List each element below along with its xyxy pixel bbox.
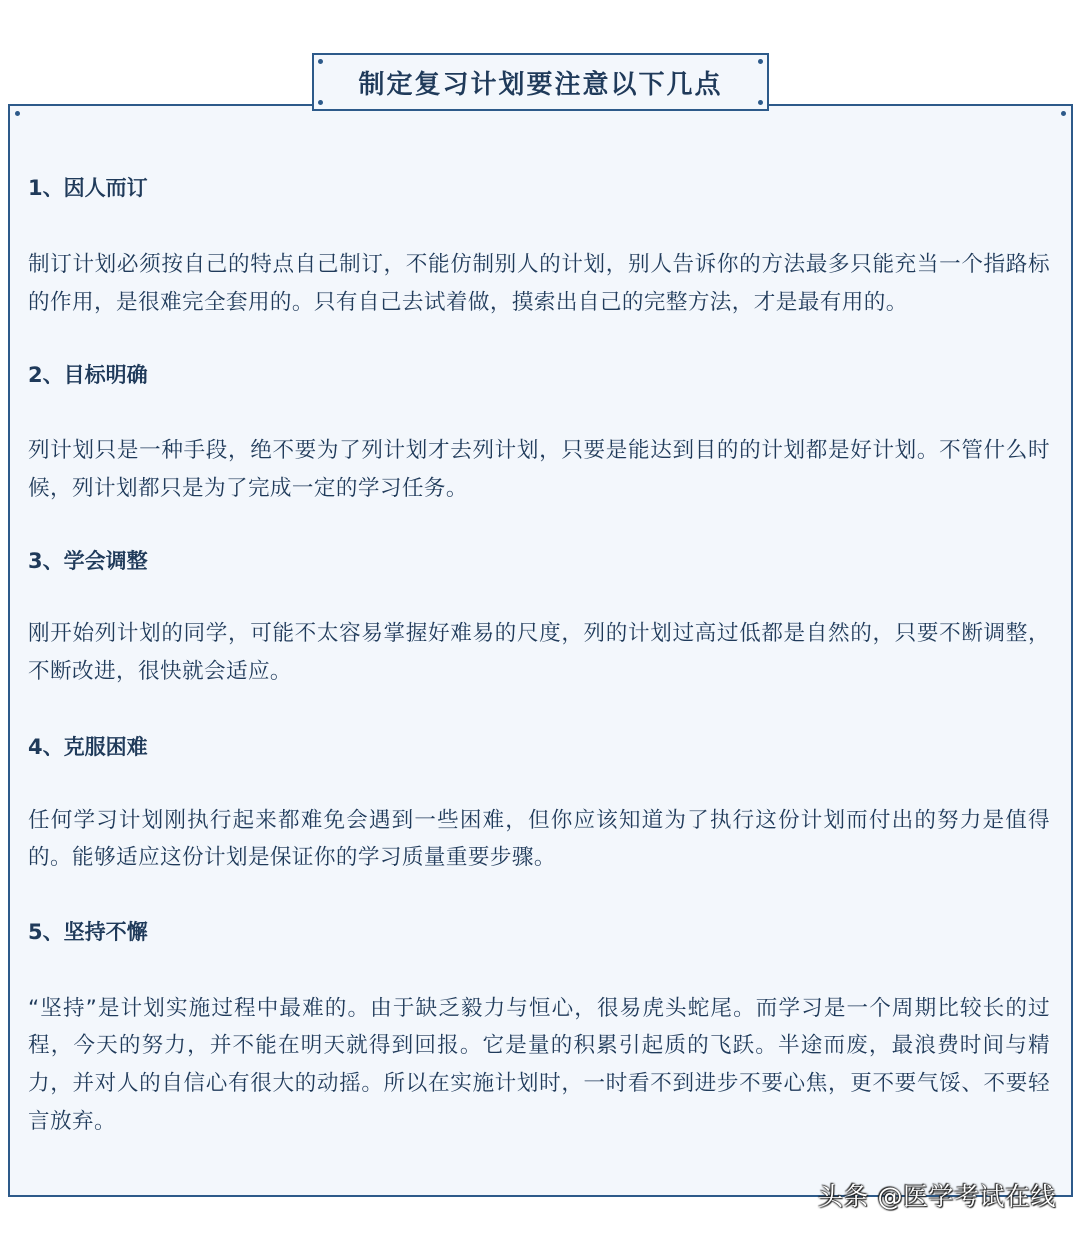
title-dot-top-right [758, 59, 763, 64]
title-dot-top-left [318, 59, 323, 64]
section-heading-3: 3、学会调整 [28, 549, 148, 574]
title-dot-bottom-left [318, 100, 323, 105]
title-box [312, 53, 769, 111]
section-heading-2: 2、目标明确 [28, 363, 148, 388]
page-title: 制定复习计划要注意以下几点 [358, 69, 723, 100]
section-heading-1: 1、因人而订 [28, 176, 148, 200]
section-heading-5: 5、坚持不懈 [28, 919, 148, 944]
section-heading-4: 4、克服困难 [28, 734, 148, 759]
section-body-4: 任何学习计划刚执行起来都难免会遇到一些困难，但你应该知道为了执行这份计划而付出的努力是值得的。能够适应这份计划是保证你的学习质量重要步骤。 [28, 807, 1050, 871]
source-watermark: 头条 @医学考试在线 [818, 1182, 1056, 1211]
corner-dot-top-right [1061, 111, 1066, 116]
section-body-5: “坚持”是计划实施过程中最难的。由于缺乏毅力与恒心，很易虎头蛇尾。而学习是一个周期比较长的过程，今天的努力，并不能在明天就得到回报。它是量的积累引起质的飞跃。半途而废，最浪费时间与精力，并对人的自信心有很大的动摇。所以在实施计划时，一时看不到进步不要心焦，更不要气馁、不要轻言放弃。 [28, 995, 1050, 1134]
title-dot-bottom-right [758, 100, 763, 105]
corner-dot-top-left [15, 111, 20, 116]
section-body-3: 刚开始列计划的同学，可能不太容易掌握好难易的尺度，列的计划过高过低都是自然的，只要不断调整，不断改进，很快就会适应。 [28, 621, 1050, 684]
article-content [28, 170, 1050, 1140]
section-body-2: 列计划只是一种手段，绝不要为了列计划才去列计划，只要是能达到目的的计划都是好计划。不管什么时候，列计划都只是为了完成一定的学习任务。 [28, 438, 1050, 501]
section-body-1: 制订计划必须按自己的特点自己制订，不能仿制别人的计划，别人告诉你的方法最多只能充当一个指路标的作用，是很难完全套用的。只有自己去试着做，摸索出自己的完整方法，才是最有用的。 [28, 252, 1050, 315]
